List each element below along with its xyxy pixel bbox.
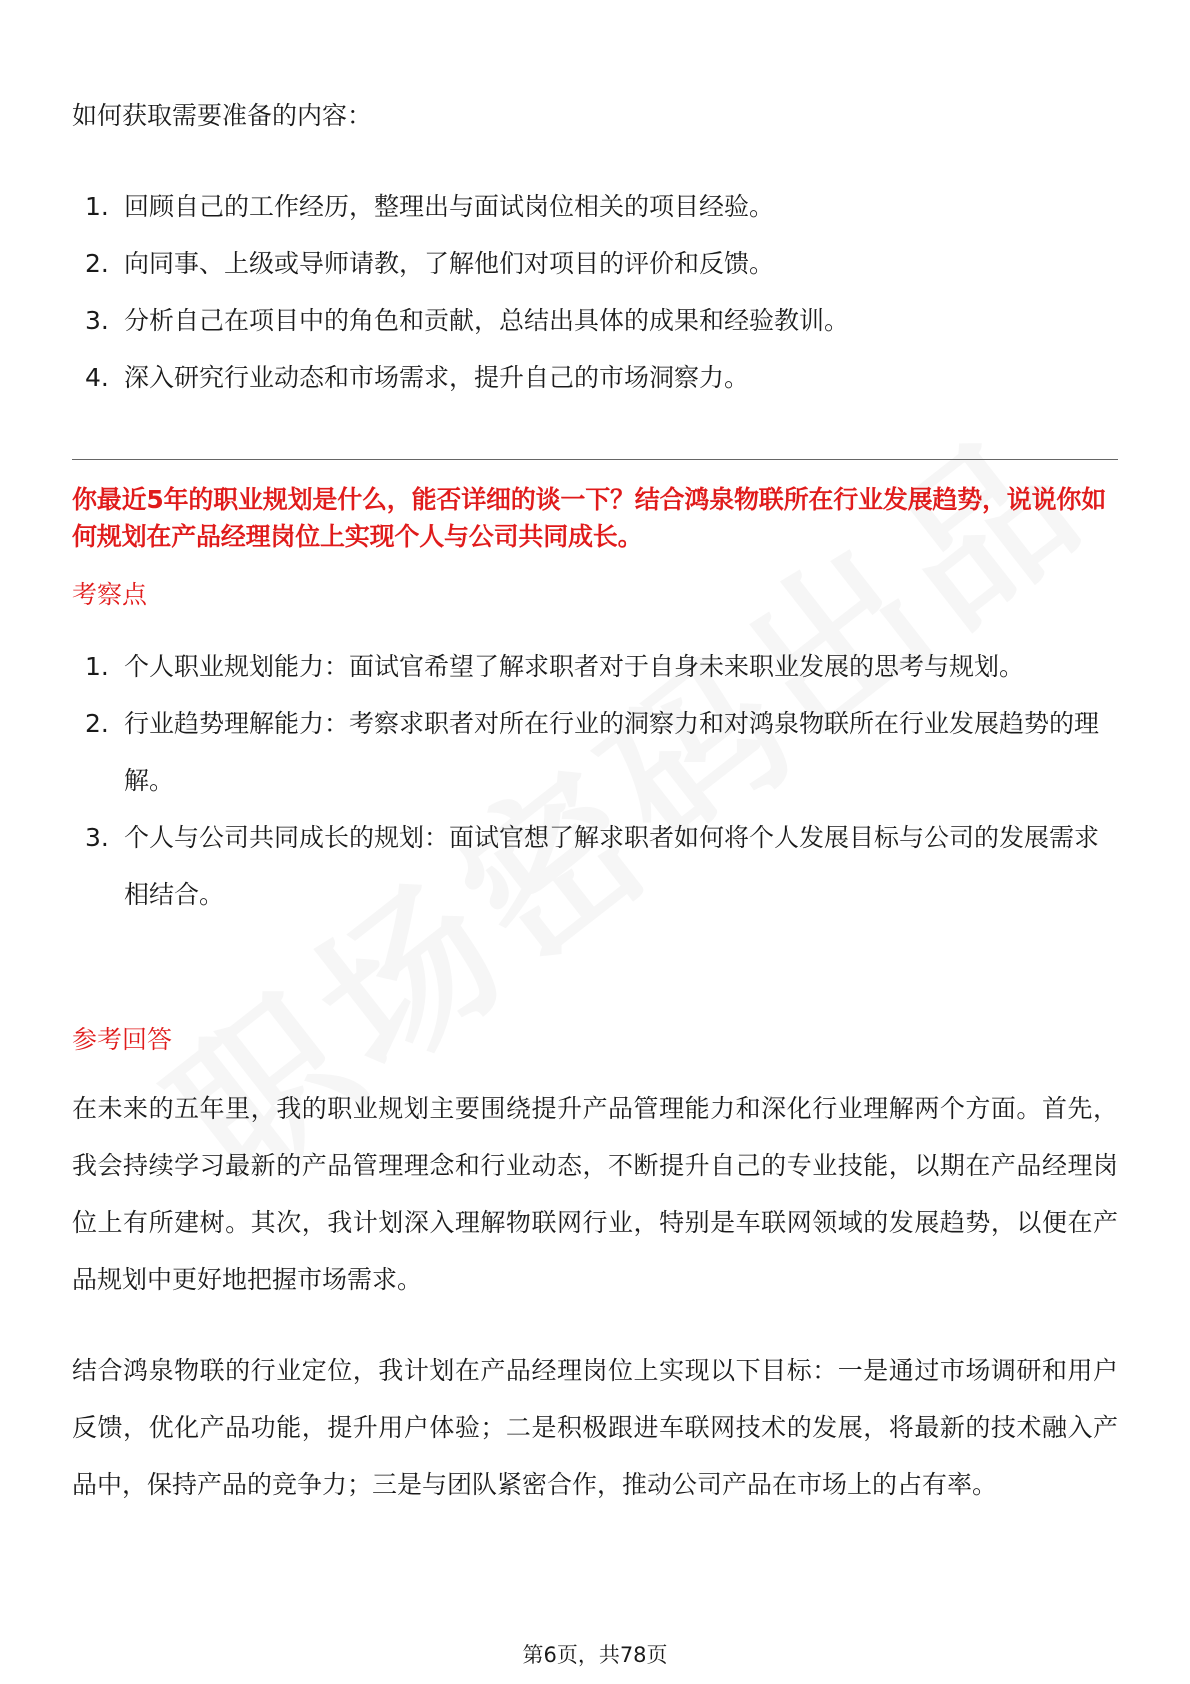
list-item-text: 行业趋势理解能力：考察求职者对所在行业的洞察力和对鸿泉物联所在行业发展趋势的理解。 [124,709,1100,795]
list-item-number: 1. [85,192,109,221]
list-item-number: 4. [85,363,109,392]
list-item-text: 深入研究行业动态和市场需求，提升自己的市场洞察力。 [124,363,750,392]
list-item-number: 3. [85,823,109,852]
section-divider [72,459,1118,460]
list-item [72,235,1118,292]
list-item [72,178,1118,235]
preparation-list [72,178,1118,406]
interview-question: 你最近5年的职业规划是什么，能否详细的谈一下？结合鸿泉物联所在行业发展趋势，说说你如何规划在产品经理岗位上实现个人与公司共同成长。 [72,485,1106,551]
list-item-text: 回顾自己的工作经历，整理出与面试岗位相关的项目经验。 [124,192,775,221]
list-item-text: 个人职业规划能力：面试官希望了解求职者对于自身未来职业发展的思考与规划。 [124,652,1025,681]
list-item [72,638,1118,695]
list-item [72,695,1118,809]
list-item-text: 分析自己在项目中的角色和贡献，总结出具体的成果和经验教训。 [124,306,850,335]
answer-paragraph: 结合鸿泉物联的行业定位，我计划在产品经理岗位上实现以下目标：一是通过市场调研和用户反馈，优化产品功能，提升用户体验；二是积极跟进车联网技术的发展，将最新的技术融入产品中，保持产品的竞争力；三是与团队紧密合作，推动公司产品在市场上的占有率。 [72,1356,1118,1499]
list-item [72,292,1118,349]
reference-answer-heading: 参考回答 [72,1025,173,1054]
list-item-number: 3. [85,306,109,335]
list-item [72,349,1118,406]
list-item [72,809,1118,923]
list-item-text: 个人与公司共同成长的规划：面试官想了解求职者如何将个人发展目标与公司的发展需求相结合。 [124,823,1100,909]
intro-text: 如何获取需要准备的内容： [72,101,373,130]
list-item-text: 向同事、上级或导师请教，了解他们对项目的评价和反馈。 [124,249,775,278]
page-number: 第6页，共78页 [522,1643,668,1667]
list-item-number: 2. [85,249,109,278]
assessment-points-heading: 考察点 [72,580,148,609]
list-item-number: 2. [85,709,109,738]
answer-paragraph: 在未来的五年里，我的职业规划主要围绕提升产品管理能力和深化行业理解两个方面。首先，我会持续学习最新的产品管理理念和行业动态，不断提升自己的专业技能，以期在产品经理岗位上有所建树。其次，我计划深入理解物联网行业，特别是车联网领域的发展趋势，以便在产品规划中更好地把握市场需求。 [72,1094,1118,1294]
assessment-points-list [72,638,1118,923]
list-item-number: 1. [85,652,109,681]
